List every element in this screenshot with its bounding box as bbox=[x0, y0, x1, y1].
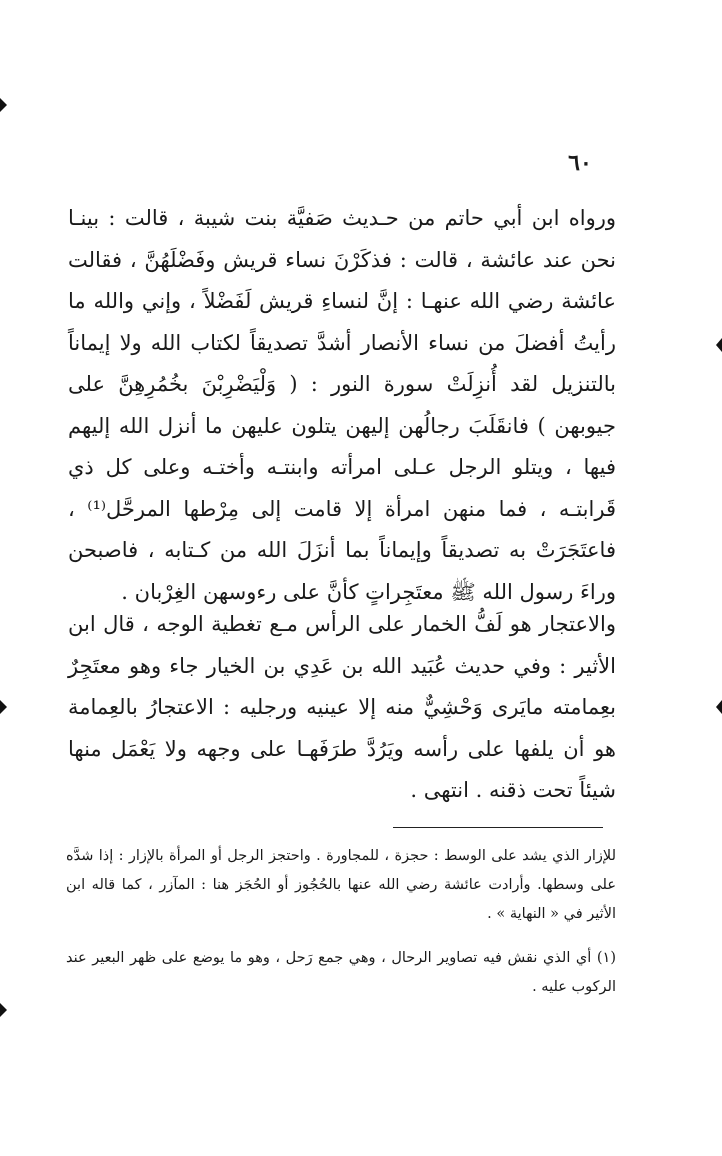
paragraph-text: والاعتجار هو لَفُّ الخمار على الرأس مـع تغطية الوجه ، قال ابن الأثير : وفي حديث عُبَيد الله بن عَدِي بن الخيار جاء وهو معتَجِرٌ بعِمامته مايَرى وَحْشِيٌّ منه إلا عينيه ورجليه : الاعتجارُ بالعِمامة هو أن يلفها على رأسه ويَرُدَّ طرَفَهـا على وجهه ولا يَعْمَل منها شيئاً تحت ذقنه . انتهى . bbox=[68, 612, 616, 802]
page-number: ٦٠ bbox=[568, 150, 592, 176]
footnote-text: (١) أي الذي نقش فيه تصاوير الرحال ، وهي جمع رَحل ، وهو ما يوضع على ظهر البعير عند الركوب عليه . bbox=[66, 950, 616, 995]
footnote-1 bbox=[66, 944, 616, 1002]
binding-mark bbox=[0, 1003, 7, 1017]
main-paragraph-2 bbox=[68, 604, 616, 812]
footnote-text: للإزار الذي يشد على الوسط : حجزة ، للمجاورة . واحتجز الرجل أو المرأة بالإزار : إذا شدَّه على وسطها. وأرادت عائشة رضي الله عنها بالحُجُوز أو الحُجَز هنا : المآزر ، كما قاله ابن الأثير في « النهاية » . bbox=[66, 848, 616, 922]
binding-mark bbox=[716, 338, 722, 352]
main-paragraph-1 bbox=[68, 198, 616, 613]
footnote-separator bbox=[393, 827, 603, 828]
binding-mark bbox=[716, 700, 722, 714]
binding-mark bbox=[0, 700, 7, 714]
footnote-continued bbox=[66, 842, 616, 929]
binding-mark bbox=[0, 98, 7, 112]
paragraph-text: ورواه ابن أبي حاتم من حـديث صَفيَّة بنت شيبة ، قالت : بينـا نحن عند عائشة ، قالت : فذكَرْنَ نساء قريش وفَضْلَهُنَّ ، فقالت عائشة رضي الله عنهـا : إنَّ لنساءِ قريش لَفَضْلاً ، وإني والله ما رأيتُ أفضلَ من نساء الأنصار أشدَّ تصديقاً لكتاب الله ولا إيماناً بالتنزيل لقد أُنزِلَتْ سورة النور : ( وَلْيَضْرِبْنَ بخُمُرِهِنَّ على جيوبهن ) فانقَلَبَ رجالُهن إليهن يتلون عليهن ما أنزل الله إليهم فيها ، ويتلو الرجل عـلى امرأته وابنتـه وأختـه وعلى كل ذي قَرابتـه ، فما منهن امرأة إلا قامت إلى مِرْطها المرحَّل⁽¹⁾ ، فاعتَجَرَتْ به تصديقاً وإيماناً بما أنزَلَ الله من كـتابه ، فاصبحن وراءَ رسول الله ﷺ معتَجِراتٍ كأنَّ على رءوسهن الغِرْبان . bbox=[68, 206, 616, 604]
